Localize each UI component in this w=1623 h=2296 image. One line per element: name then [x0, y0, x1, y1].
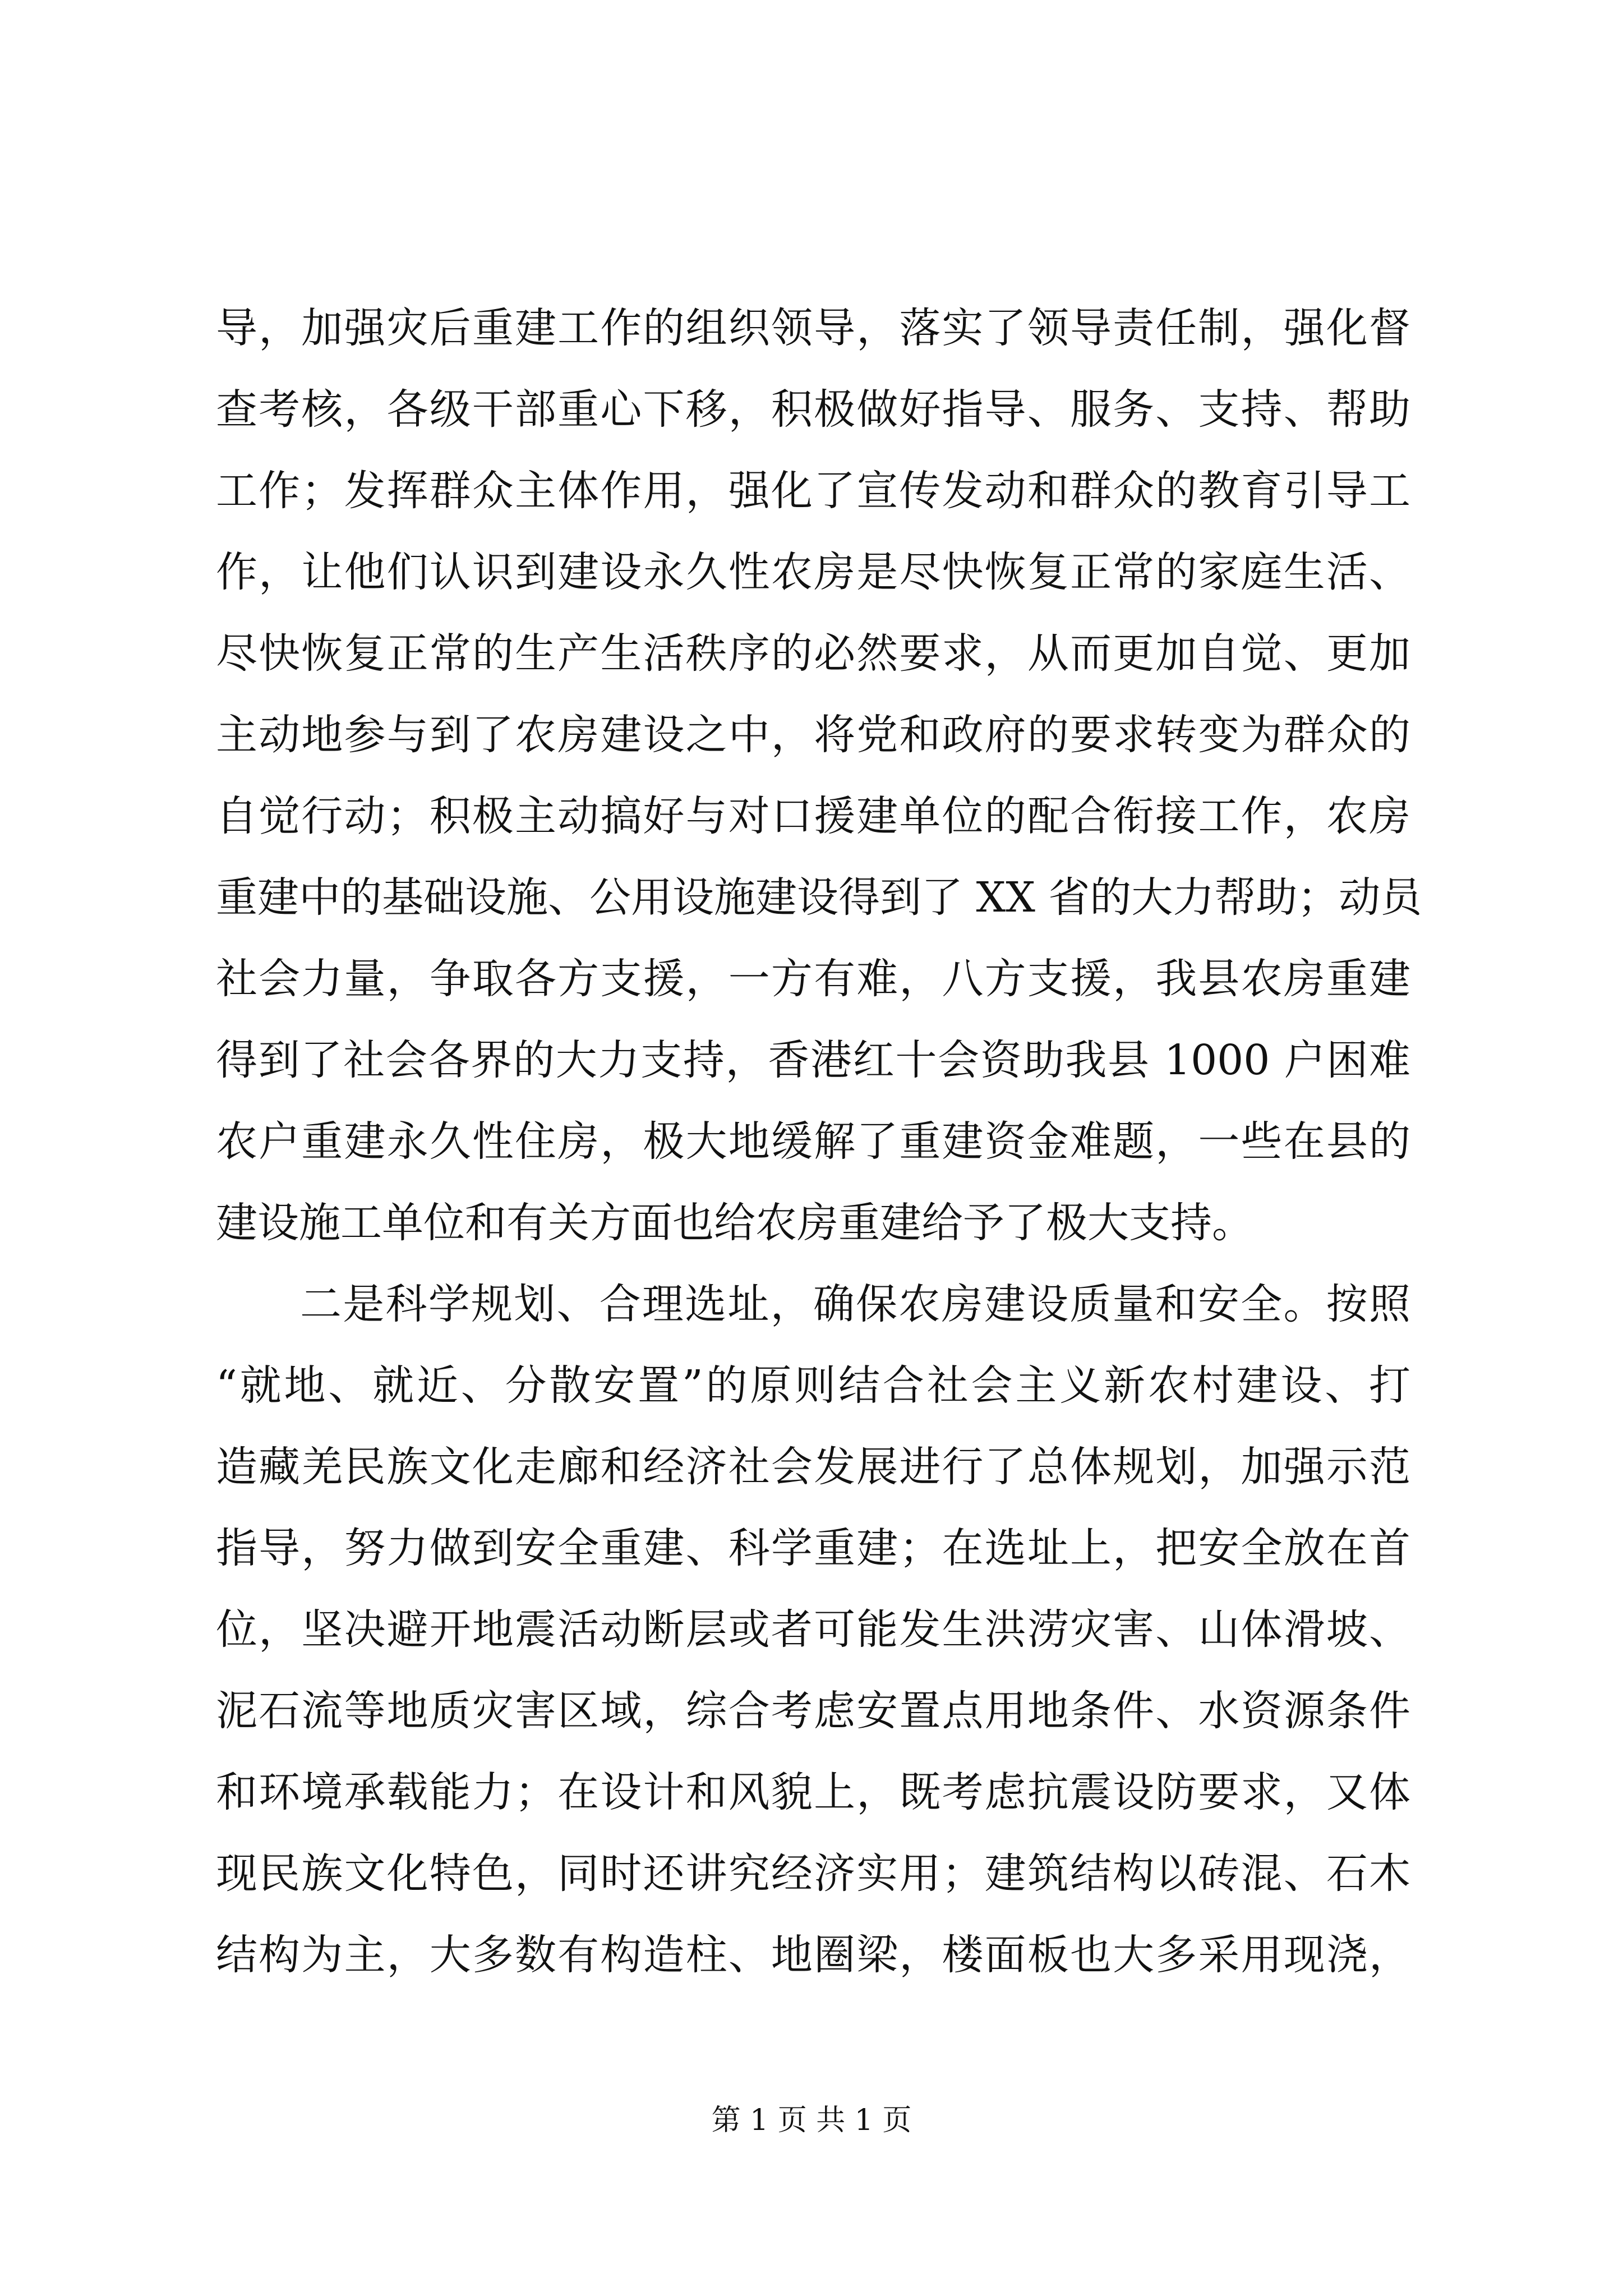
- text-line-21: 结构为主，大多数有构造柱、地圈梁，楼面板也大多采用现浇，: [216, 1931, 1410, 1979]
- text-line-14: “就地、就近、分散安置”的原则结合社会主义新农村建设、打: [216, 1361, 1410, 1410]
- text-line-10: 得到了社会各界的大力支持，香港红十会资助我县 1000 户困难: [216, 1036, 1410, 1084]
- text-line-15: 造藏羌民族文化走廊和经济社会发展进行了总体规划，加强示范: [216, 1443, 1410, 1491]
- text-line-1: 导，加强灾后重建工作的组织领导，落实了领导责任制，强化督: [216, 304, 1410, 352]
- text-line-18: 泥石流等地质灾害区域，综合考虑安置点用地条件、水资源条件: [216, 1687, 1410, 1735]
- text-line-2: 查考核，各级干部重心下移，积极做好指导、服务、支持、帮助: [216, 385, 1410, 434]
- text-line-7: 自觉行动；积极主动搞好与对口援建单位的配合衔接工作，农房: [216, 792, 1410, 840]
- text-line-12: 建设施工单位和有关方面也给农房重建给予了极大支持。: [216, 1199, 1253, 1247]
- text-line-5: 尽快恢复正常的生产生活秩序的必然要求，从而更加自觉、更加: [216, 629, 1410, 678]
- text-line-13: 二是科学规划、合理选址，确保农房建设质量和安全。按照: [300, 1280, 1410, 1328]
- text-line-4: 作，让他们认识到建设永久性农房是尽快恢复正常的家庭生活、: [216, 548, 1410, 596]
- page-footer: 第 1 页 共 1 页: [711, 2104, 912, 2137]
- text-line-16: 指导，努力做到安全重建、科学重建；在选址上，把安全放在首: [216, 1524, 1410, 1572]
- text-line-11: 农户重建永久性住房，极大地缓解了重建资金难题，一些在县的: [216, 1117, 1410, 1166]
- text-line-17: 位，坚决避开地震活动断层或者可能发生洪涝灾害、山体滑坡、: [216, 1605, 1410, 1654]
- text-line-20: 现民族文化特色，同时还讲究经济实用；建筑结构以砖混、石木: [216, 1849, 1410, 1898]
- text-line-9: 社会力量，争取各方支援，一方有难，八方支援，我县农房重建: [216, 955, 1410, 1003]
- text-line-19: 和环境承载能力；在设计和风貌上，既考虑抗震设防要求，又体: [216, 1768, 1410, 1816]
- text-line-6: 主动地参与到了农房建设之中，将党和政府的要求转变为群众的: [216, 711, 1410, 759]
- text-line-8: 重建中的基础设施、公用设施建设得到了 XX 省的大力帮助；动员: [216, 873, 1422, 922]
- text-line-3: 工作；发挥群众主体作用，强化了宣传发动和群众的教育引导工: [216, 467, 1410, 515]
- body-text: [216, 295, 1422, 2005]
